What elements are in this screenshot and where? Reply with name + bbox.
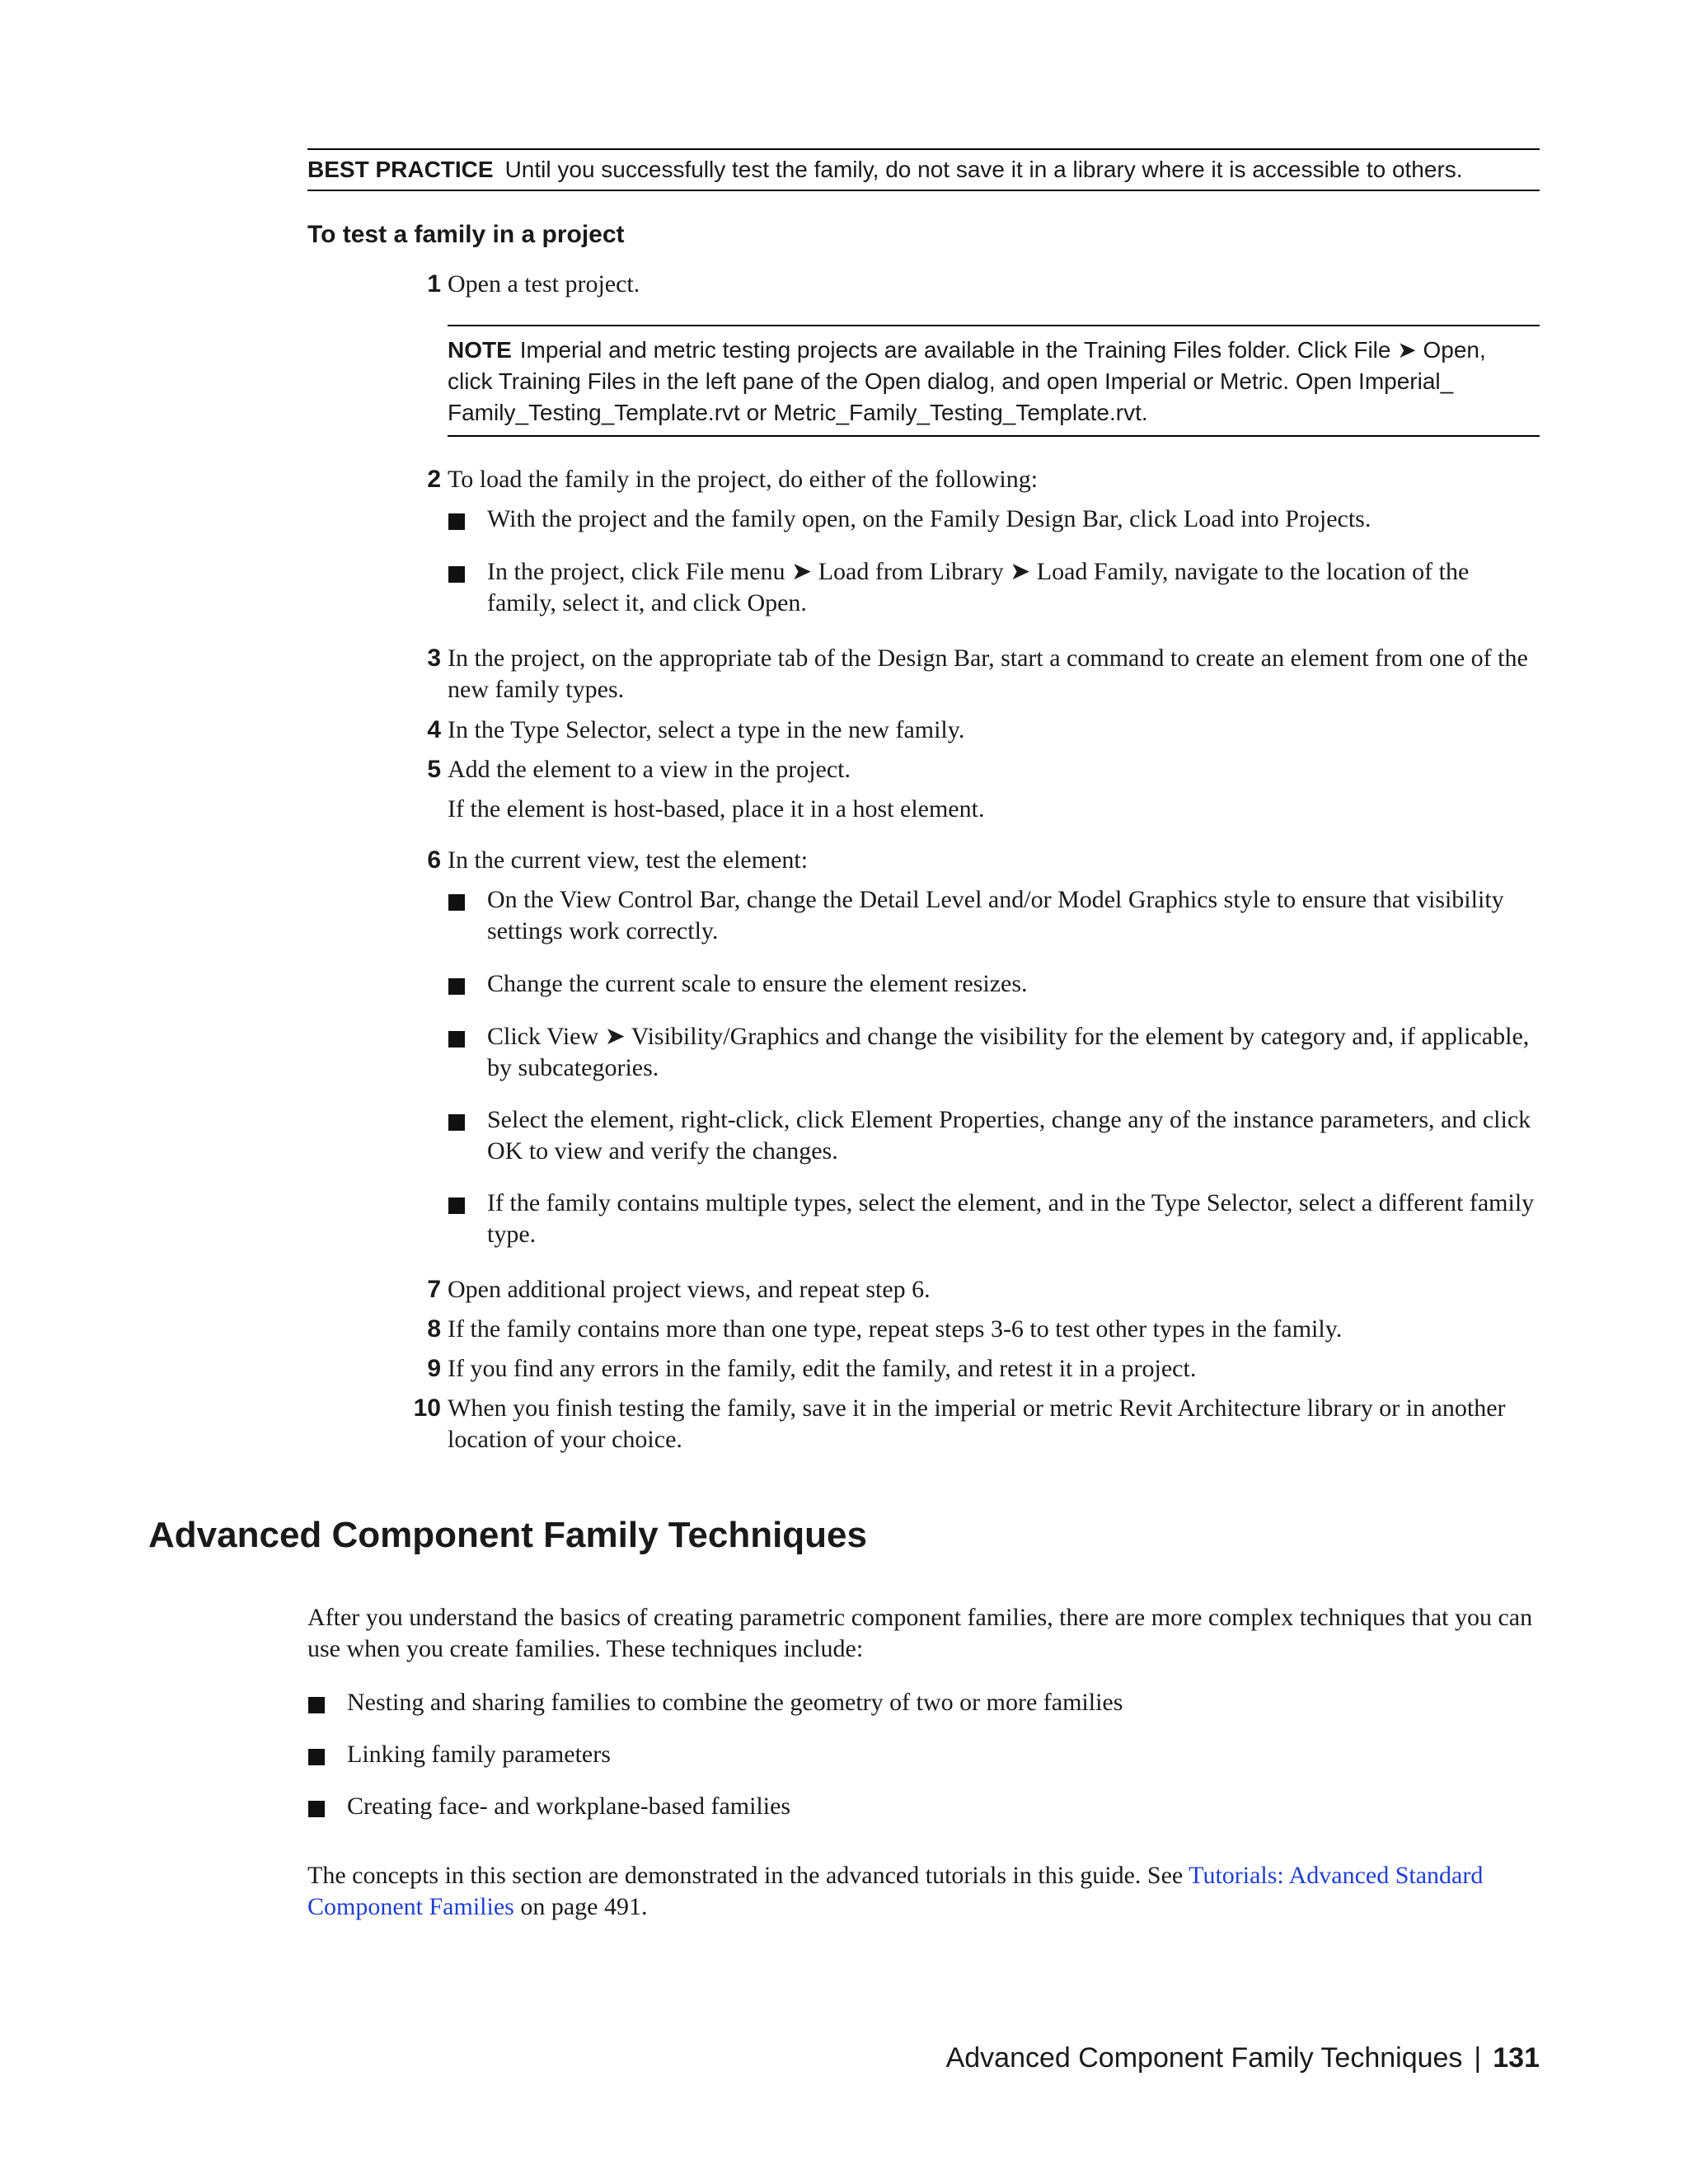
note-box	[448, 325, 1540, 437]
step-9	[427, 1353, 1540, 1385]
section-heading: Advanced Component Family Techniques	[148, 1515, 867, 1555]
step-10	[413, 1393, 1540, 1455]
step-number: 1	[427, 270, 441, 298]
step-2-bullet-2	[487, 556, 1542, 619]
procedure-title: To test a family in a project	[307, 221, 625, 248]
step-number: 10	[413, 1394, 441, 1422]
footer-title: Advanced Component Family Techniques	[945, 2042, 1463, 2074]
closing-page-ref: on page 491.	[513, 1893, 648, 1920]
step-text: Open additional project views, and repeat step 6.	[448, 1276, 931, 1303]
step-6-bullet-4	[487, 1104, 1542, 1167]
page-footer	[946, 2042, 1540, 2074]
bullet-text: Linking family parameters	[347, 1741, 611, 1768]
step-number: 9	[427, 1355, 441, 1382]
step-text: If the family contains more than one type, repeat steps 3-6 to test other types in the family.	[448, 1315, 1343, 1343]
step-text: In the Type Selector, select a type in the new family.	[448, 716, 965, 743]
bullet-text: In the project, click File menu ➤ Load from Library ➤ Load Family, navigate to the location of the family, select it, and click Open.	[487, 558, 1470, 616]
step-7	[427, 1274, 1540, 1305]
step-number: 3	[427, 644, 441, 672]
bullet-square-icon	[448, 513, 465, 530]
page-number: 131	[1493, 2042, 1540, 2074]
bullet-square-icon	[448, 894, 465, 911]
step-6-bullet-1	[487, 884, 1542, 947]
best-practice-box	[307, 148, 1540, 191]
step-text: In the project, on the appropriate tab of the Design Bar, start a command to create an element from one of the new family types.	[448, 644, 1528, 703]
note-line-1: Imperial and metric testing projects are available in the Training Files folder. Click File ➤ Open,	[519, 337, 1486, 363]
bullet-text: On the View Control Bar, change the Detail Level and/or Model Graphics style to ensure that visibility settings work correctly.	[487, 886, 1504, 944]
step-text: To load the family in the project, do either of the following:	[448, 466, 1039, 493]
bullet-square-icon	[448, 1031, 465, 1047]
step-6-bullet-2	[487, 968, 1542, 1000]
step-2	[427, 464, 1540, 495]
section-closing	[307, 1860, 1544, 1923]
step-6-bullet-3	[487, 1021, 1542, 1084]
step-number: 6	[427, 846, 441, 874]
note-label: NOTE	[448, 337, 512, 363]
step-text: When you finish testing the family, save it in the imperial or metric Revit Architecture library or in another location of your choice.	[448, 1394, 1506, 1453]
step-text: In the current view, test the element:	[448, 846, 809, 874]
closing-text: The concepts in this section are demonstrated in the advanced tutorials in this guide. See	[307, 1862, 1189, 1889]
step-8	[427, 1314, 1540, 1345]
tutorials-link[interactable]: Tutorials: Advanced Standard Component Families	[307, 1862, 1484, 1920]
step-number: 7	[427, 1276, 441, 1303]
bullet-text: Click View ➤ Visibility/Graphics and change the visibility for the element by category and, if applicable, by subcategories.	[487, 1023, 1530, 1081]
step-5	[427, 754, 1540, 785]
step-6	[427, 845, 1540, 876]
bullet-text: Creating face- and workplane-based families	[347, 1793, 791, 1820]
step-number: 8	[427, 1315, 441, 1343]
bullet-square-icon	[308, 1749, 325, 1765]
step-1	[427, 269, 1540, 300]
step-text: Add the element to a view in the project.	[448, 756, 851, 783]
footer-separator: |	[1474, 2042, 1482, 2074]
section-bullet-2	[347, 1739, 1542, 1770]
step-6-bullet-5	[487, 1188, 1542, 1250]
bullet-text: Nesting and sharing families to combine the geometry of two or more families	[347, 1689, 1123, 1716]
best-practice-label: BEST PRACTICE	[307, 157, 494, 182]
section-bullet-3	[347, 1791, 1542, 1822]
bullet-text: If the family contains multiple types, select the element, and in the Type Selector, select a different family type.	[487, 1189, 1535, 1248]
bullet-square-icon	[448, 1197, 465, 1214]
bullet-text: Change the current scale to ensure the element resizes.	[487, 970, 1028, 997]
note-line-3: Family_Testing_Template.rvt or Metric_Family_Testing_Template.rvt.	[448, 400, 1148, 425]
step-4	[427, 715, 1540, 746]
step-number: 2	[427, 466, 441, 493]
bullet-square-icon	[448, 1114, 465, 1131]
step-text: Open a test project.	[448, 270, 640, 298]
bullet-text: With the project and the family open, on the Family Design Bar, click Load into Projects.	[487, 505, 1372, 532]
bullet-text: Select the element, right-click, click Element Properties, change any of the instance parameters, and click OK to view and verify the changes.	[487, 1106, 1531, 1165]
note-line-2: click Training Files in the left pane of the Open dialog, and open Imperial or Metric. Open Imperial_	[448, 368, 1454, 394]
bullet-square-icon	[308, 1801, 325, 1817]
step-text: If you find any errors in the family, edit the family, and retest it in a project.	[448, 1355, 1197, 1382]
section-intro: After you understand the basics of creating parametric component families, there are more complex techniques that you can use when you create families. These techniques include:	[307, 1604, 1533, 1662]
bullet-square-icon	[448, 566, 465, 583]
bullet-square-icon	[448, 978, 465, 995]
section-bullet-1	[347, 1687, 1542, 1718]
step-number: 5	[427, 756, 441, 783]
step-5-subtext: If the element is host-based, place it in a host element.	[448, 795, 985, 823]
step-2-bullet-1	[487, 504, 1542, 535]
step-3	[427, 643, 1540, 705]
bullet-square-icon	[308, 1697, 325, 1713]
best-practice-text: Until you successfully test the family, do not save it in a library where it is accessible to others.	[504, 157, 1463, 182]
step-number: 4	[427, 716, 441, 743]
